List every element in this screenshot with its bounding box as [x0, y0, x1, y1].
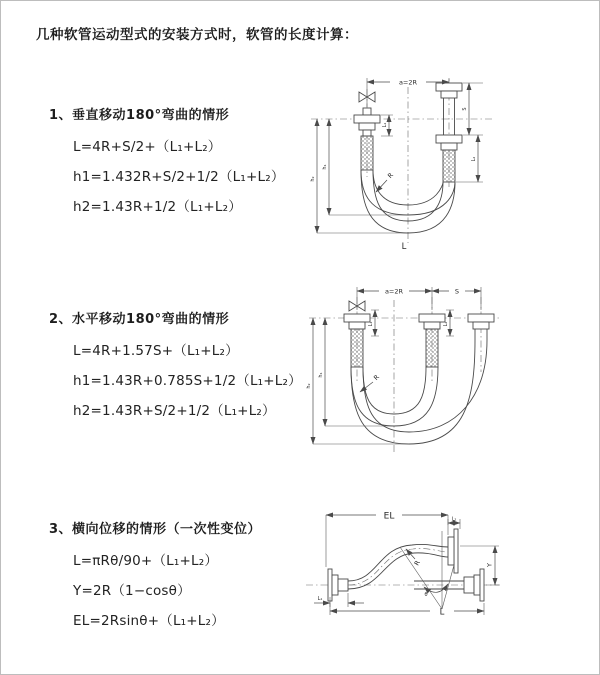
section-3-heading: 3、横向位移的情形（一次性变位） [49, 522, 262, 537]
dim-label-l1: L₁ [382, 122, 388, 128]
hose-curves [351, 340, 487, 444]
dim-label-s: S [454, 287, 460, 296]
dim-label-h2: h₂ [306, 383, 312, 389]
dim-label-y: Y [485, 563, 494, 567]
diagram-2-horizontal-movement [297, 280, 592, 472]
dim-label-r: R [372, 373, 382, 383]
page-title: 几种软管运动型式的安装方式时，软管的长度计算： [36, 27, 358, 43]
section-2-formula-h2: h2=1.43R+S/2+1/2（L₁+L₂） [73, 403, 276, 419]
diagram-3-lateral-displacement [302, 495, 594, 647]
diagram-3-svg [302, 495, 594, 647]
section-2-formula-h1: h1=1.43R+0.785S+1/2（L₁+L₂） [73, 373, 302, 389]
section-2-heading: 2、水平移动180°弯曲的情形 [49, 312, 230, 327]
hose-curve [348, 544, 448, 589]
dim-label-s: S [462, 107, 468, 111]
dim-l1 [381, 115, 393, 136]
diagram-1-vertical-movement [297, 67, 592, 265]
dim-label-l2: L₂ [451, 516, 457, 523]
left-flange [328, 569, 348, 601]
dim-a2r-s [357, 287, 481, 310]
dim-r [376, 171, 395, 192]
section-3-formula-L: L=πRθ/90+（L₁+L₂） [73, 553, 219, 569]
middle-fitting [419, 314, 445, 367]
upper-right-flange [448, 529, 458, 573]
dim-label-h1: h₁ [322, 164, 328, 170]
dim-label-l2: L₂ [443, 321, 449, 327]
dim-l [330, 603, 484, 618]
dim-r [406, 549, 422, 567]
dim-label-l2: L₂ [471, 156, 477, 162]
left-fitting [354, 108, 380, 170]
section-1-formula-h2: h2=1.43R+1/2（L₁+L₂） [73, 199, 242, 215]
diagram-1-svg [297, 67, 592, 265]
dim-label-l-total: L [439, 607, 445, 618]
angle-theta [400, 531, 454, 609]
dim-el [326, 512, 448, 568]
section-1-heading: 1、垂直移动180°弯曲的情形 [49, 108, 230, 123]
dim-label-a2r: a=2R [384, 287, 404, 296]
dim-label-r: R [412, 559, 422, 567]
centerlines [311, 79, 492, 243]
dim-label-l-total: L [401, 242, 407, 252]
dim-label-el: EL [383, 511, 395, 522]
section-3-formula-EL: EL=2Rsinθ+（L₁+L₂） [73, 613, 225, 629]
section-1-formula-h1: h1=1.432R+S/2+1/2（L₁+L₂） [73, 169, 285, 185]
dim-label-l1: L₁ [317, 596, 323, 602]
dim-label-l1: L₁ [368, 321, 374, 327]
left-fitting [344, 314, 370, 367]
diagram-2-svg [297, 280, 592, 472]
dim-label-a2r: a=2R [398, 78, 418, 87]
dim-s-l2 [456, 83, 483, 182]
section-3-formula-Y: Y=2R（1−cosθ） [73, 583, 191, 599]
section-1-formula-L: L=4R+S/2+（L₁+L₂） [73, 139, 222, 155]
dim-l1 [314, 593, 364, 607]
dim-label-r: R [386, 171, 396, 181]
dim-label-h1: h₁ [318, 372, 324, 378]
section-2-formula-L: L=4R+1.57S+（L₁+L₂） [73, 343, 239, 359]
dim-label-theta: θ [424, 592, 428, 598]
dim-label-h2: h₂ [310, 176, 316, 182]
